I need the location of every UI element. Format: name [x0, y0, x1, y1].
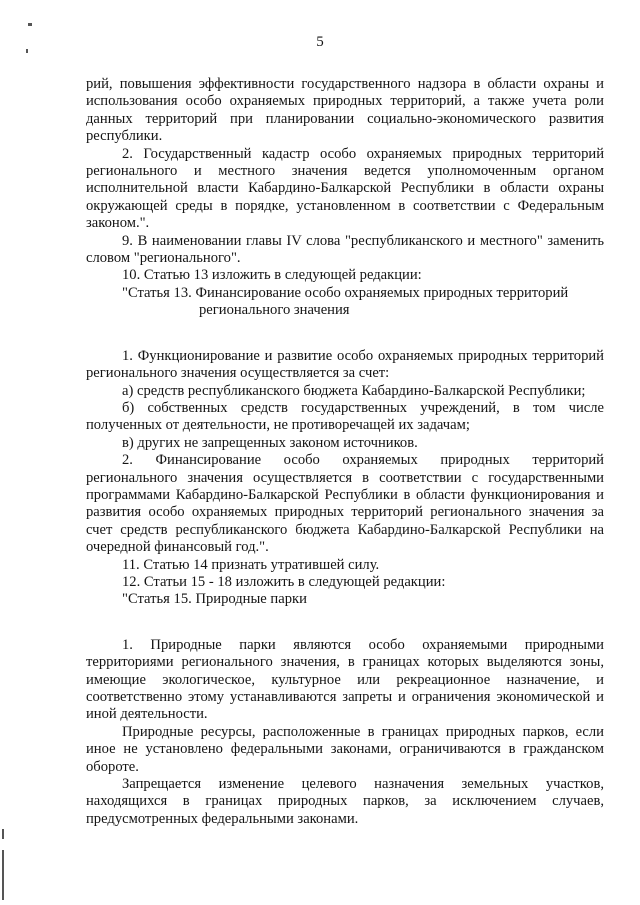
article-13-title-line: "Статья 13. Финансирование особо охраняемых природных территорий — [122, 284, 569, 301]
paragraph: 9. В наименовании главы IV слова "республиканского и местного" заменить словом "регионального". — [86, 232, 604, 267]
paragraph: 10. Статью 13 изложить в следующей редакции: — [122, 267, 422, 284]
document-body — [86, 76, 604, 828]
paragraph: а) средств республиканского бюджета Кабардино-Балкарской Республики; — [122, 382, 586, 399]
scan-mark — [28, 23, 32, 26]
paragraph: рий, повышения эффективности государственного надзора в области охраны и использования особо охраняемых природных территорий, а также учета роли данных территорий при планировании социально-экономического развития республики. — [86, 76, 604, 145]
scan-mark — [26, 49, 28, 53]
spacer — [86, 320, 604, 348]
article-13-title — [86, 285, 604, 320]
page-number: 5 — [316, 34, 324, 50]
paragraph: 12. Статьи 15 - 18 изложить в следующей редакции: — [122, 573, 446, 590]
scan-mark — [2, 829, 4, 839]
article-13-title-line: регионального значения — [199, 302, 350, 319]
scan-mark — [2, 850, 4, 900]
paragraph: 2. Финансирование особо охраняемых природных территорий регионального значения осуществляется в соответствии с государственными программами Кабардино-Балкарской Республики в области функционирования и развития особо охраняемых природных территорий регионального значения за счет средств республиканского бюджета Кабардино-Балкарской Республики на очередной финансовый год.". — [86, 452, 604, 556]
paragraph: 1. Функционирование и развитие особо охраняемых природных территорий регионального значения осуществляется за счет: — [86, 347, 604, 382]
article-15-title: "Статья 15. Природные парки — [122, 591, 307, 608]
paragraph: 1. Природные парки являются особо охраняемыми природными территориями регионального значения, в границах которых выделяются зоны, имеющие экологическое, культурное или рекреационное назначение, и соответственно этому устанавливаются запреты и ограничения экономической и иной деятельности. — [86, 636, 604, 723]
paragraph: в) других не запрещенных законом источников. — [122, 434, 418, 451]
paragraph: 11. Статью 14 признать утратившей силу. — [122, 556, 380, 573]
spacer — [86, 609, 604, 637]
paragraph: Природные ресурсы, расположенные в границах природных парков, если иное не установлено федеральными законами, ограничиваются в гражданском обороте. — [86, 723, 604, 775]
paragraph: 2. Государственный кадастр особо охраняемых природных территорий регионального и местного значения ведется уполномоченным органом исполнительной власти Кабардино-Балкарской Республики в области охраны окружающей среды в порядке, установленном в соответствии с Федеральным законом.". — [86, 145, 604, 232]
paragraph: б) собственных средств государственных учреждений, в том числе полученных от деятельности, не противоречащей их задачам; — [86, 399, 604, 434]
paragraph: Запрещается изменение целевого назначения земельных участков, находящихся в границах природных парков, за исключением случаев, предусмотренных федеральными законами. — [86, 776, 604, 827]
